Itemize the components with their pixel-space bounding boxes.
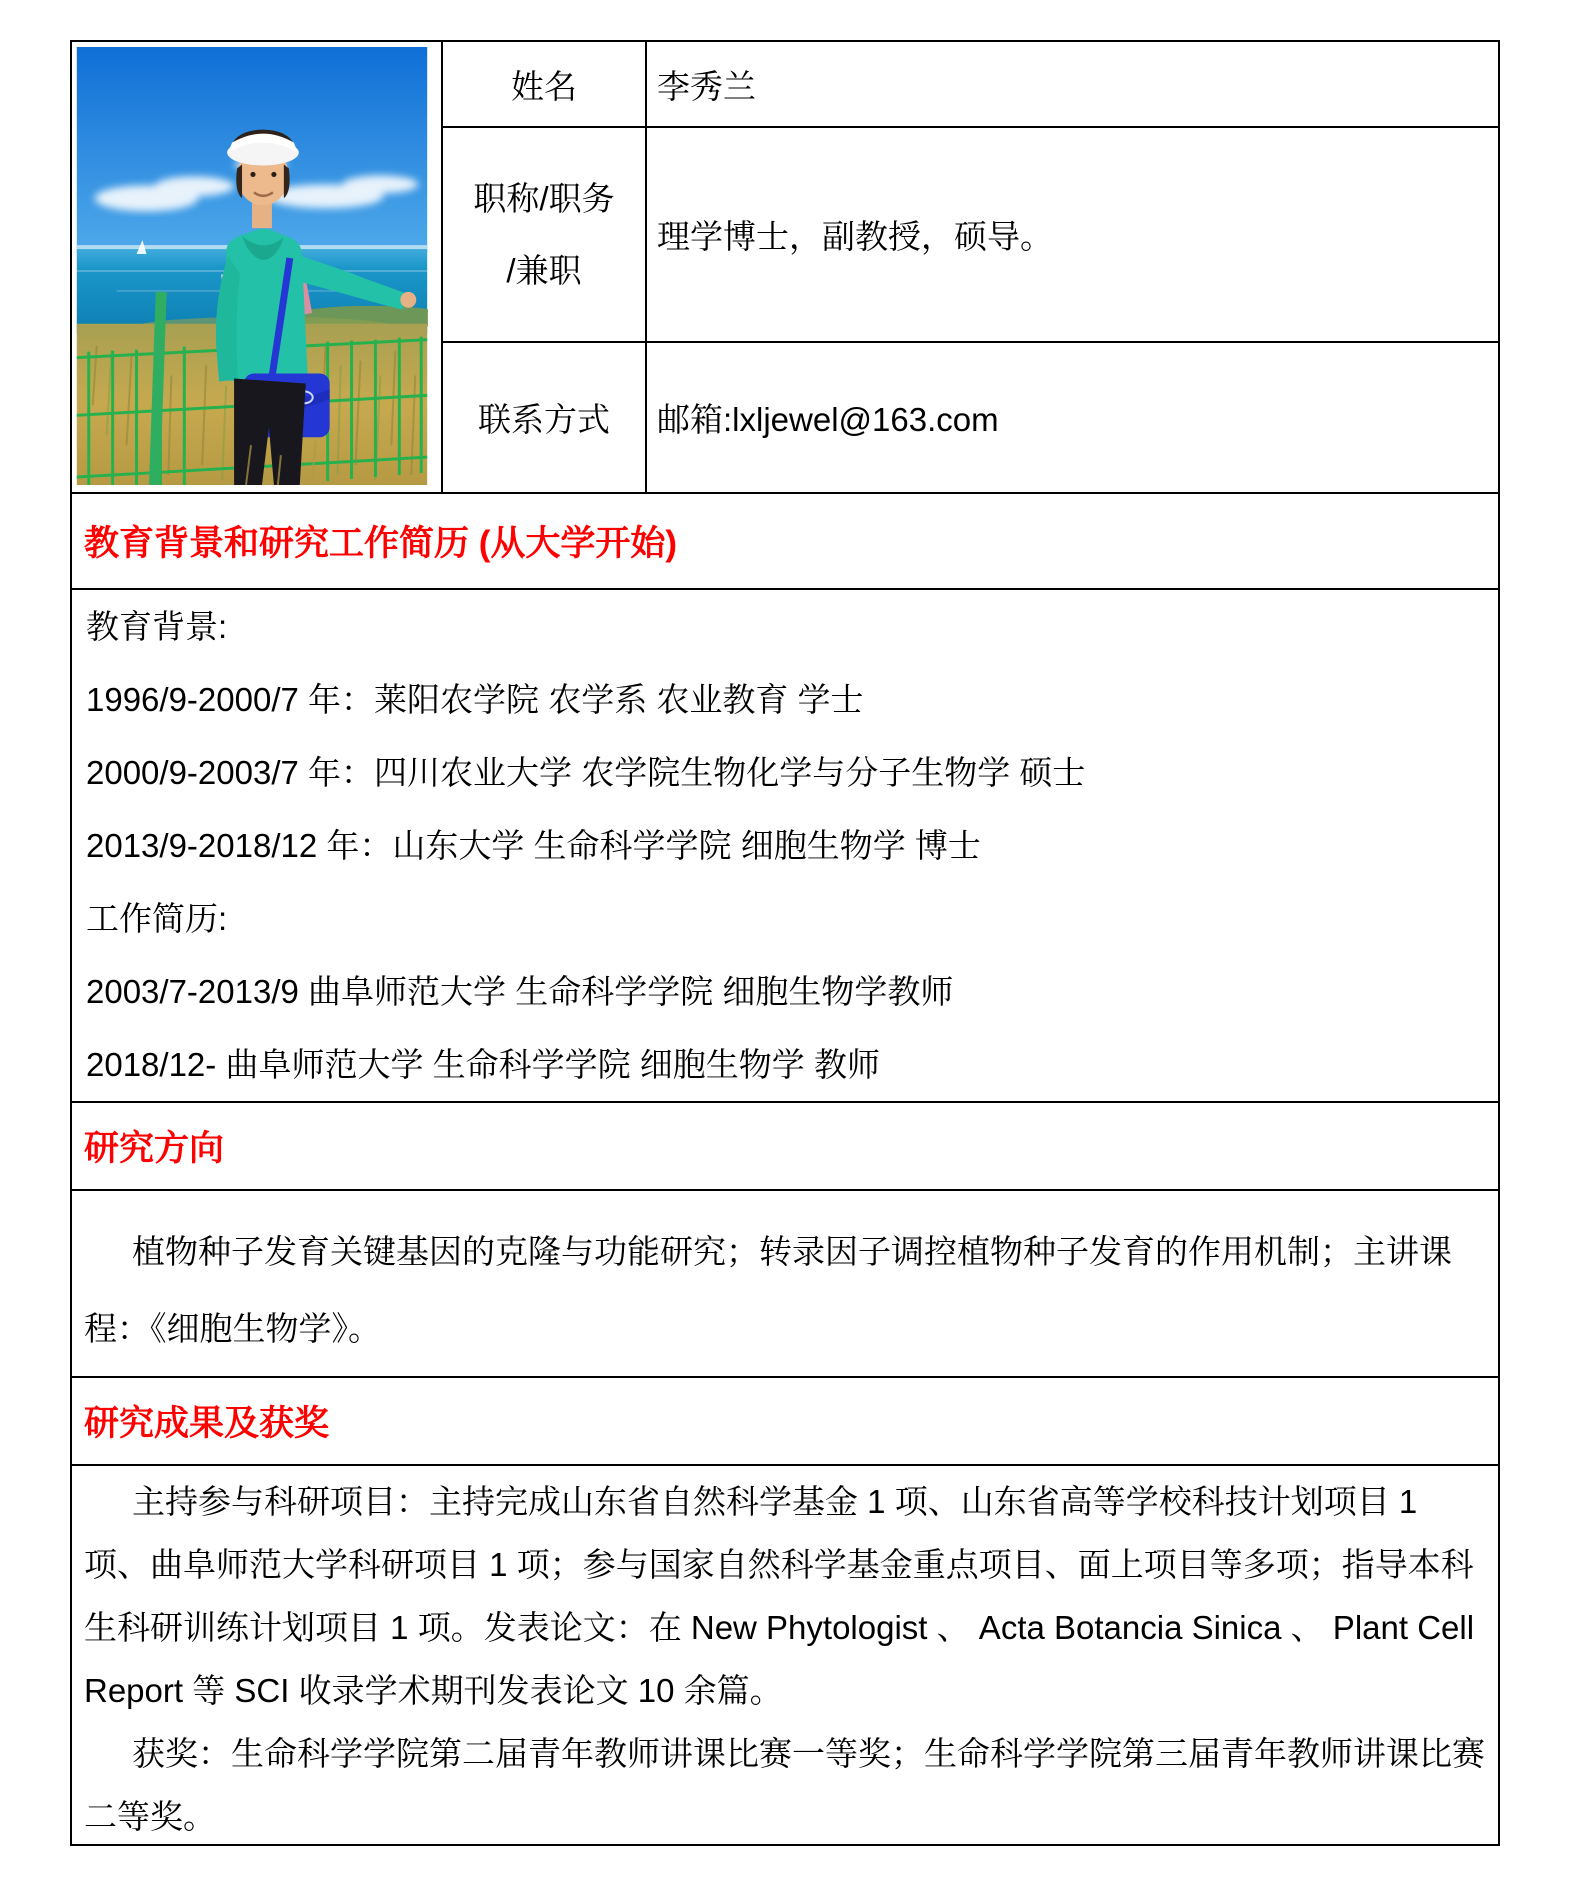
section-header-achievements: [72, 1378, 1498, 1466]
section-body-achievements: [72, 1466, 1498, 1844]
field-value-name-text: 李秀兰: [657, 67, 756, 105]
achievements-paragraph-projects: 主持参与科研项目：主持完成山东省自然科学基金 1 项、山东省高等学校科技计划项目 1 项、曲阜师范大学科研项目 1 项；参与国家自然科学基金重点项目、面上项目等多项；指导本科生科研训练计划项目 1 项。发表论文：在 New Phytologist 、 Acta Botancia Sinica 、 Plant Cell Report 等 SCI 收录学术期刊发表论文 10 余篇。: [84, 1483, 1475, 1709]
achievements-paragraph-awards: 获奖：生命科学学院第二届青年教师讲课比赛一等奖；生命科学学院第三届青年教师讲课比赛二等奖。: [84, 1735, 1485, 1835]
field-label-contact: [443, 343, 647, 492]
field-label-title: [443, 128, 647, 343]
field-value-name: [647, 42, 1498, 128]
field-value-contact-email: 邮箱:lxljewel@163.com: [657, 401, 999, 438]
cv-document-table: [70, 40, 1500, 1846]
field-value-title-text: 理学博士，副教授，硕导。: [657, 218, 1053, 255]
section-body-research-direction: [72, 1191, 1498, 1378]
section-header-research-direction-text: 研究方向: [84, 1129, 225, 1168]
research-direction-paragraph: 植物种子发育关键基因的克隆与功能研究；转录因子调控植物种子发育的作用机制；主讲课程：《细胞生物学》。: [84, 1233, 1452, 1347]
section-body-education: [72, 590, 1498, 1103]
education-line: 2003/7-2013/9 曲阜师范大学 生命科学学院 细胞生物学教师: [86, 973, 954, 1010]
field-label-title-line2: /兼职: [506, 251, 582, 289]
field-label-name: [443, 42, 647, 128]
education-line: 工作简历:: [86, 900, 228, 937]
field-value-title: [647, 128, 1498, 343]
section-header-research-direction: [72, 1103, 1498, 1191]
education-line: 2000/9-2003/7 年：四川农业大学 农学院生物化学与分子生物学 硕士: [86, 754, 1086, 791]
field-label-name-text: 姓名: [511, 67, 577, 105]
profile-table: [72, 42, 1498, 494]
education-line: 2013/9-2018/12 年：山东大学 生命科学学院 细胞生物学 博士: [86, 827, 981, 864]
field-label-title-line1: 职称/职务: [473, 179, 615, 217]
profile-photo-cell: [72, 42, 443, 492]
education-line: 教育背景:: [86, 608, 228, 645]
section-header-education-text: 教育背景和研究工作简历 (从大学开始): [84, 524, 678, 563]
field-value-contact: [647, 343, 1498, 492]
education-line: 1996/9-2000/7 年：莱阳农学院 农学系 农业教育 学士: [86, 681, 864, 718]
section-header-education: [72, 494, 1498, 590]
section-header-achievements-text: 研究成果及获奖: [84, 1404, 330, 1443]
education-line: 2018/12- 曲阜师范大学 生命科学学院 细胞生物学 教师: [86, 1046, 880, 1083]
field-label-contact-text: 联系方式: [478, 401, 610, 438]
profile-photo: [76, 47, 428, 485]
